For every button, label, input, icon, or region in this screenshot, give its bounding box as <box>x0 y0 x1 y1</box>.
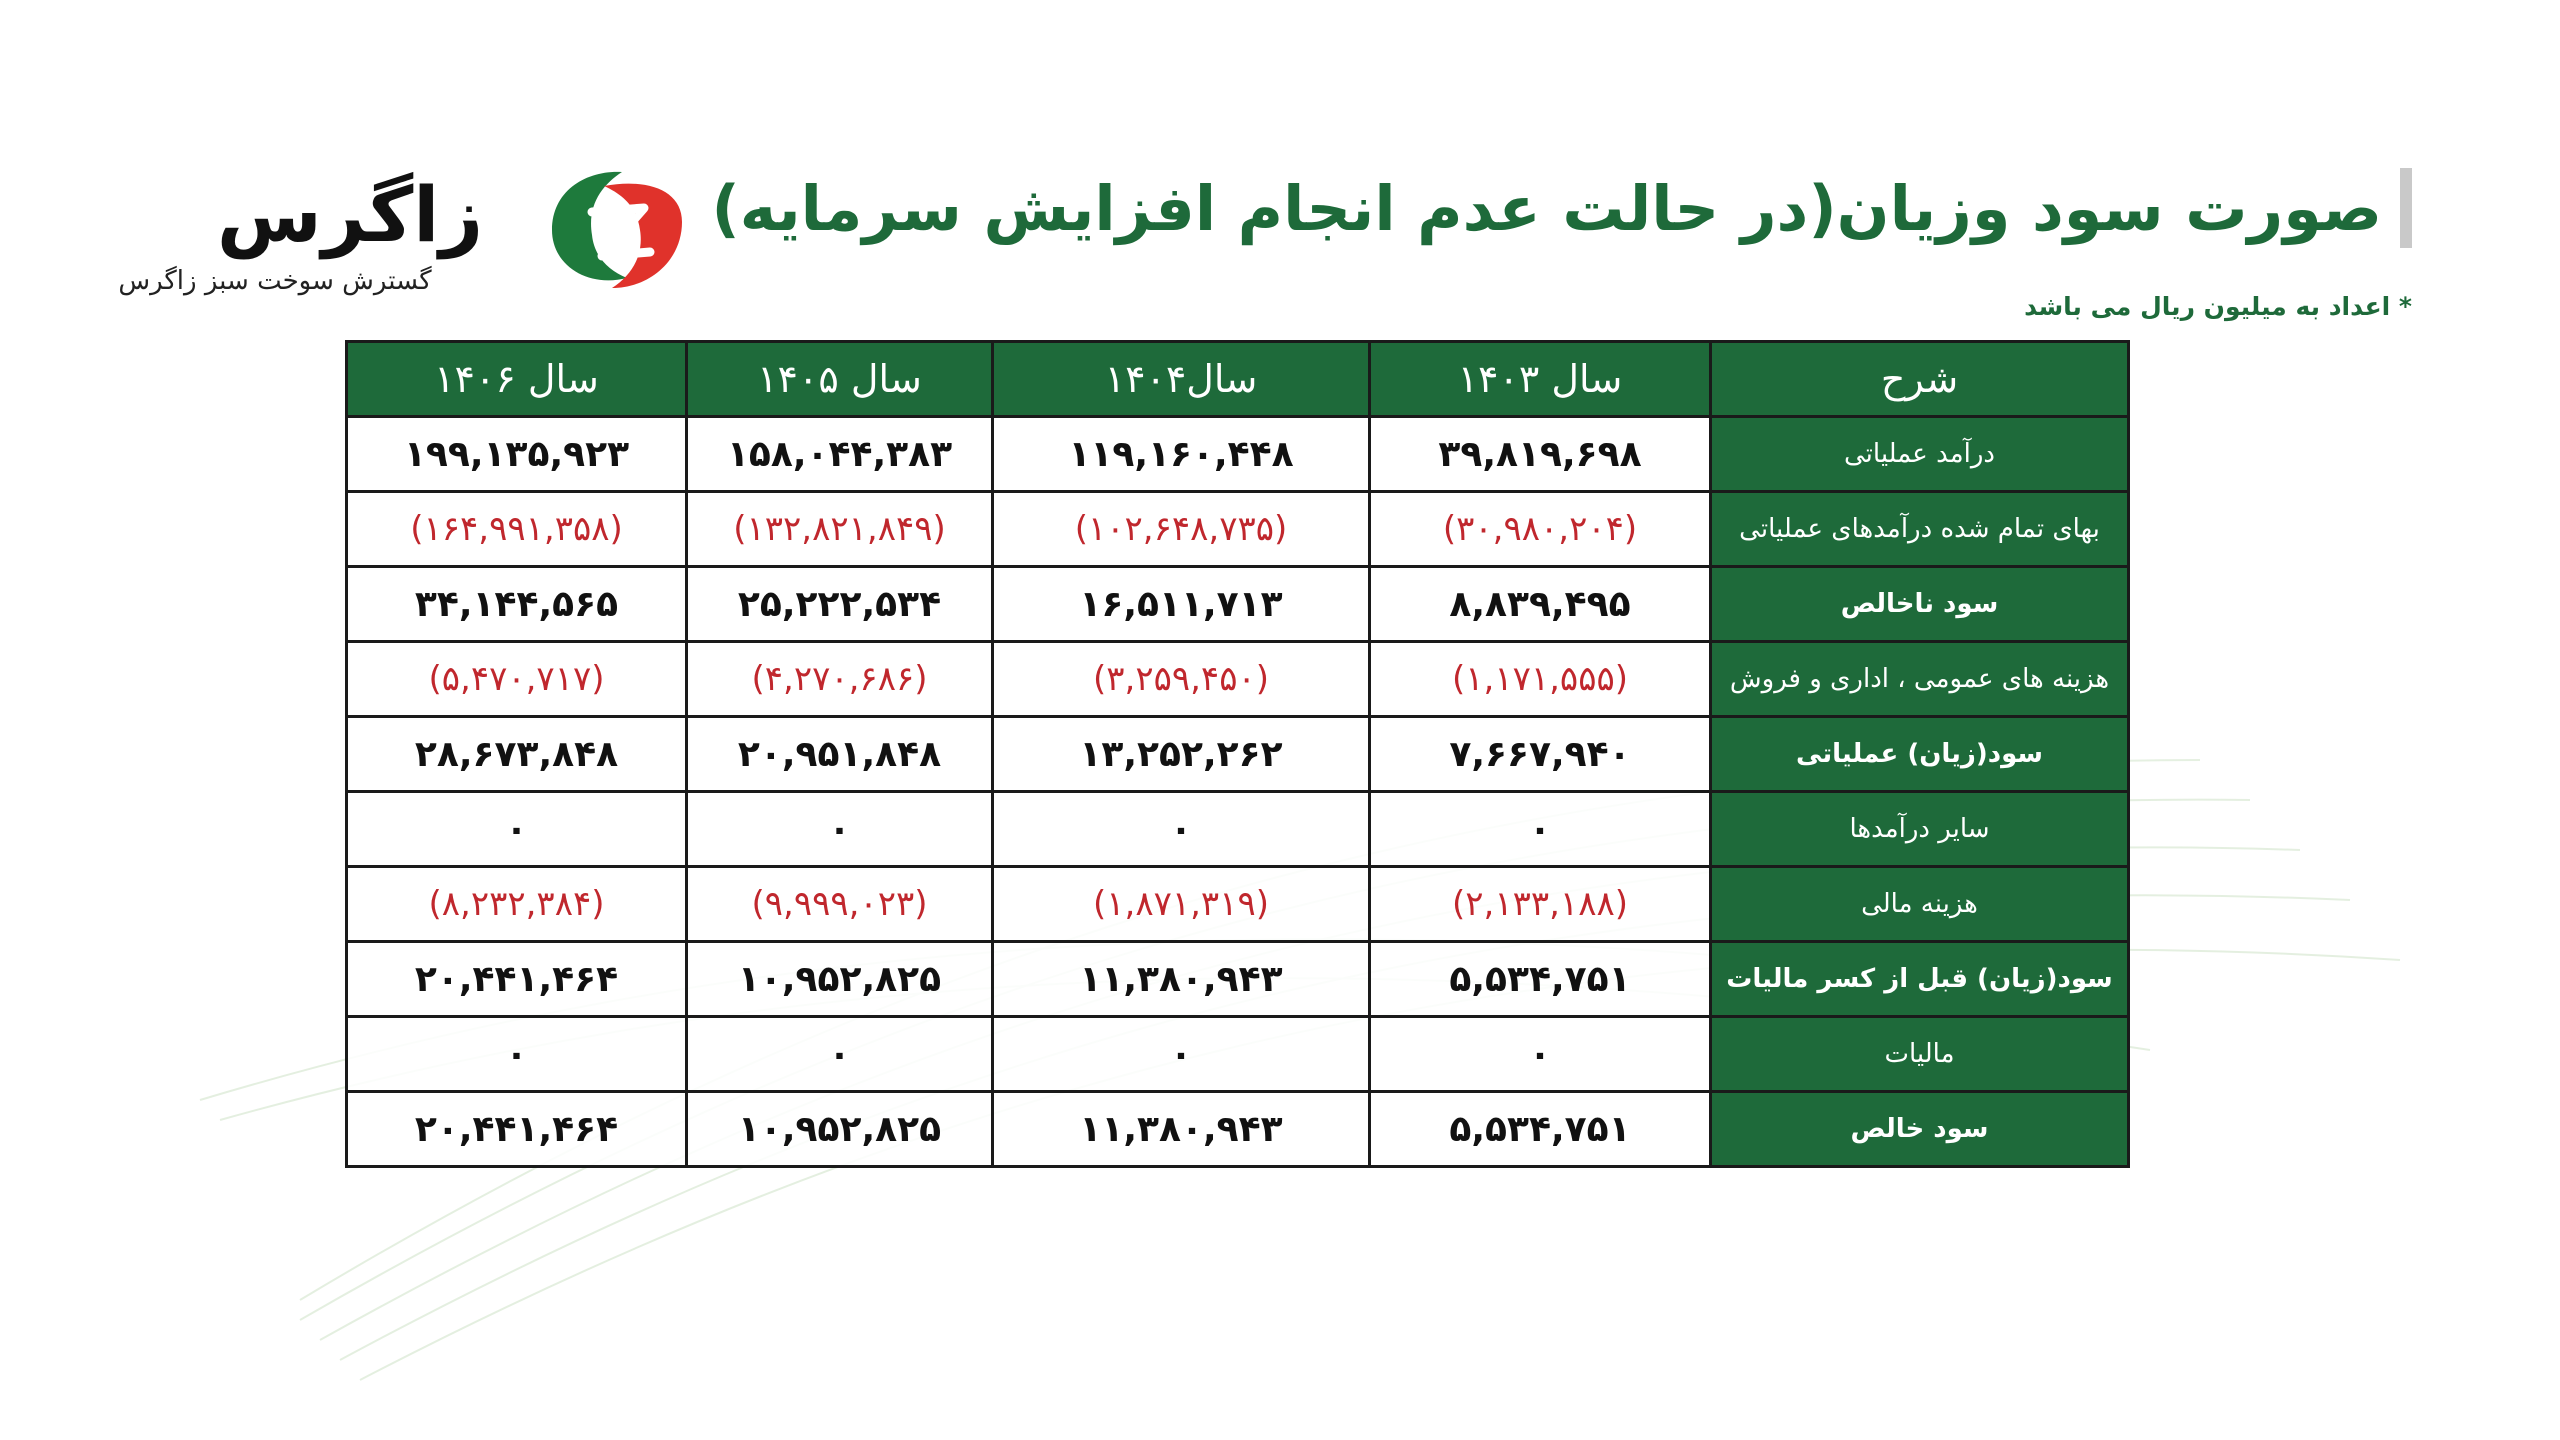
table-row <box>347 867 2129 942</box>
value-cell: ۳۴,۱۴۴,۵۶۵ <box>347 567 687 642</box>
value-cell: ۱۶,۵۱۱,۷۱۳ <box>993 567 1370 642</box>
table-row <box>347 1092 2129 1167</box>
value-cell: (۹,۹۹۹,۰۲۳) <box>687 867 993 942</box>
value-cell: (۱۳۲,۸۲۱,۸۴۹) <box>687 492 993 567</box>
table-row <box>347 792 2129 867</box>
value-cell: ۰ <box>1370 1017 1711 1092</box>
value-cell: ۸,۸۳۹,۴۹۵ <box>1370 567 1711 642</box>
value-cell: ۷,۶۶۷,۹۴۰ <box>1370 717 1711 792</box>
column-header: سال ۱۴۰۵ <box>687 342 993 417</box>
value-cell: (۸,۲۳۲,۳۸۴) <box>347 867 687 942</box>
row-label: بهای تمام شده درآمدهای عملیاتی <box>1711 492 2129 567</box>
value-cell: (۱۶۴,۹۹۱,۳۵۸) <box>347 492 687 567</box>
brand-wordmark: زاگرس <box>216 170 484 259</box>
table-row <box>347 1017 2129 1092</box>
row-label: سود(زیان) قبل از کسر مالیات <box>1711 942 2129 1017</box>
table-row <box>347 417 2129 492</box>
value-cell: (۱,۸۷۱,۳۱۹) <box>993 867 1370 942</box>
row-label: هزینه های عمومی ، اداری و فروش <box>1711 642 2129 717</box>
value-cell: ۲۰,۴۴۱,۴۶۴ <box>347 942 687 1017</box>
value-cell: ۰ <box>347 1017 687 1092</box>
table-header-row <box>347 342 2129 417</box>
value-cell: (۳۰,۹۸۰,۲۰۴) <box>1370 492 1711 567</box>
row-label: سود(زیان) عملیاتی <box>1711 717 2129 792</box>
value-cell: ۱۱۹,۱۶۰,۴۴۸ <box>993 417 1370 492</box>
table-row <box>347 942 2129 1017</box>
table-row <box>347 642 2129 717</box>
value-cell: (۱۰۲,۶۴۸,۷۳۵) <box>993 492 1370 567</box>
column-header: سال۱۴۰۴ <box>993 342 1370 417</box>
column-header: شرح <box>1711 342 2129 417</box>
value-cell: (۵,۴۷۰,۷۱۷) <box>347 642 687 717</box>
value-cell: ۰ <box>1370 792 1711 867</box>
page-title: صورت سود وزیان(در حالت عدم انجام افزایش سرمایه) <box>711 171 2382 245</box>
zagros-emblem-icon <box>532 160 702 300</box>
table-row <box>347 717 2129 792</box>
brand-tagline: گسترش سوخت سبز زاگرس <box>118 266 432 296</box>
row-label: مالیات <box>1711 1017 2129 1092</box>
value-cell: ۱۰,۹۵۲,۸۲۵ <box>687 1092 993 1167</box>
row-label: سایر درآمدها <box>1711 792 2129 867</box>
brand-logo <box>60 160 710 310</box>
value-cell: ۲۵,۲۲۲,۵۳۴ <box>687 567 993 642</box>
value-cell: ۱۵۸,۰۴۴,۳۸۳ <box>687 417 993 492</box>
title-accent-bar <box>2400 168 2412 248</box>
value-cell: ۳۹,۸۱۹,۶۹۸ <box>1370 417 1711 492</box>
value-cell: ۵,۵۳۴,۷۵۱ <box>1370 942 1711 1017</box>
value-cell: ۰ <box>347 792 687 867</box>
value-cell: (۲,۱۳۳,۱۸۸) <box>1370 867 1711 942</box>
value-cell: ۲۰,۹۵۱,۸۴۸ <box>687 717 993 792</box>
value-cell: ۱۳,۲۵۲,۲۶۲ <box>993 717 1370 792</box>
value-cell: (۱,۱۷۱,۵۵۵) <box>1370 642 1711 717</box>
row-label: هزینه مالی <box>1711 867 2129 942</box>
title-bar <box>711 168 2412 248</box>
value-cell: ۰ <box>993 792 1370 867</box>
row-label: سود خالص <box>1711 1092 2129 1167</box>
profit-loss-table <box>345 340 2130 1168</box>
value-cell: (۳,۲۵۹,۴۵۰) <box>993 642 1370 717</box>
value-cell: ۲۸,۶۷۳,۸۴۸ <box>347 717 687 792</box>
value-cell: ۰ <box>687 1017 993 1092</box>
value-cell: ۵,۵۳۴,۷۵۱ <box>1370 1092 1711 1167</box>
value-cell: (۴,۲۷۰,۶۸۶) <box>687 642 993 717</box>
table-row <box>347 567 2129 642</box>
row-label: درآمد عملیاتی <box>1711 417 2129 492</box>
row-label: سود ناخالص <box>1711 567 2129 642</box>
value-cell: ۱۱,۳۸۰,۹۴۳ <box>993 1092 1370 1167</box>
value-cell: ۱۰,۹۵۲,۸۲۵ <box>687 942 993 1017</box>
value-cell: ۰ <box>993 1017 1370 1092</box>
column-header: سال ۱۴۰۳ <box>1370 342 1711 417</box>
value-cell: ۲۰,۴۴۱,۴۶۴ <box>347 1092 687 1167</box>
value-cell: ۱۹۹,۱۳۵,۹۲۳ <box>347 417 687 492</box>
table-row <box>347 492 2129 567</box>
column-header: سال ۱۴۰۶ <box>347 342 687 417</box>
unit-note: * اعداد به میلیون ریال می باشد <box>2024 292 2412 321</box>
value-cell: ۰ <box>687 792 993 867</box>
value-cell: ۱۱,۳۸۰,۹۴۳ <box>993 942 1370 1017</box>
